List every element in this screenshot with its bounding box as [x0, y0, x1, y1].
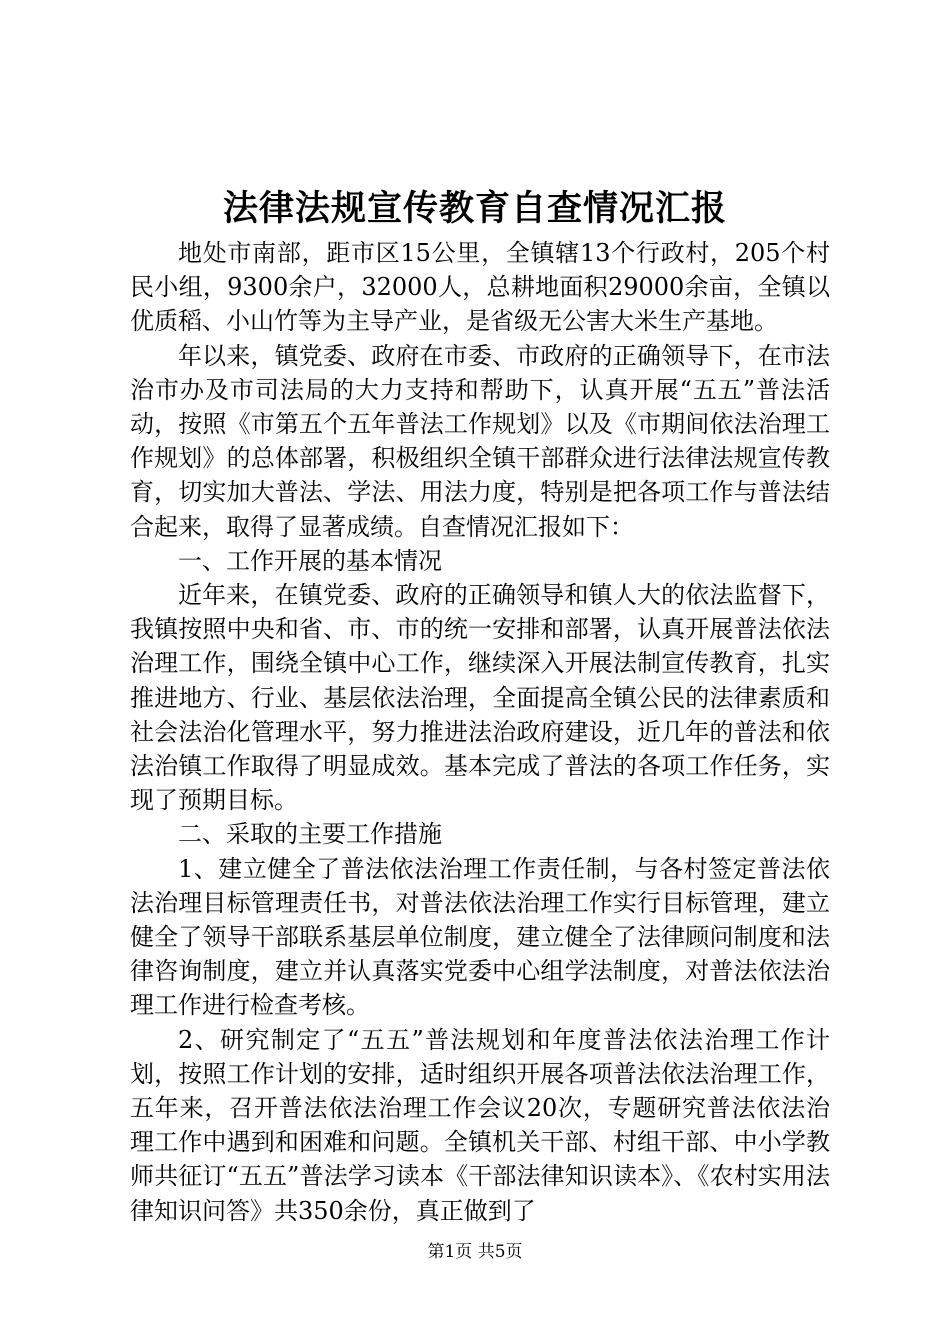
document-body: [130, 236, 830, 1228]
document-title: 法律法规宣传教育自查情况汇报: [222, 188, 727, 229]
section-heading-main-measures: 二、采取的主要工作措施: [178, 820, 442, 849]
paragraph-introduction: 年以来，镇党委、政府在市委、市政府的正确领导下，在市法治市办及市司法局的大力支持和帮助下，认真开展“五五”普法活动，按照《市第五个五年普法工作规划》以及《市期间依法治理工作规划》的总体部署，积极组织全镇干部群众进行法律法规宣传教育，切实加大普法、学法、用法力度，特别是把各项工作与普法结合起来，取得了显著成绩。自查情况汇报如下：: [130, 341, 830, 541]
paragraph-overview: 地处市南部，距市区15公里，全镇辖13个行政村，205个村民小组，9300余户，32000人，总耕地面积29000余亩，全镇以优质稻、小山竹等为主导产业，是省级无公害大米生产基地。: [130, 239, 830, 336]
section-heading-basic-situation: 一、工作开展的基本情况: [178, 546, 442, 575]
paragraph-basic-situation: 近年来，在镇党委、政府的正确领导和镇人大的依法监督下，我镇按照中央和省、市、市的统一安排和部署，认真开展普法依法治理工作，围绕全镇中心工作，继续深入开展法制宣传教育，扎实推进地方、行业、基层依法治理，全面提高全镇公民的法律素质和社会法治化管理水平，努力推进法治政府建设，近几年的普法和依法治镇工作取得了明显成效。基本完成了普法的各项工作任务，实现了预期目标。: [130, 581, 830, 815]
page-number-footer: 第1页 共5页: [427, 1242, 523, 1262]
paragraph-measure-1: 1、建立健全了普法依法治理工作责任制，与各村签定普法依法治理目标管理责任书，对普法依法治理工作实行目标管理，建立健全了领导干部联系基层单位制度，建立健全了法律顾问制度和法律咨询制度，建立并认真落实党委中心组学法制度，对普法依法治理工作进行检查考核。: [130, 854, 830, 1020]
paragraph-measure-2: 2、研究制定了“五五”普法规划和年度普法依法治理工作计划，按照工作计划的安排，适时组织开展各项普法依法治理工作，五年来，召开普法依法治理工作会议20次，专题研究普法依法治理工作中遇到和困难和问题。全镇机关干部、村组干部、中小学教师共征订“五五”普法学习读本《干部法律知识读本》、《农村实用法律知识问答》共350余份，真正做到了: [130, 1025, 830, 1225]
